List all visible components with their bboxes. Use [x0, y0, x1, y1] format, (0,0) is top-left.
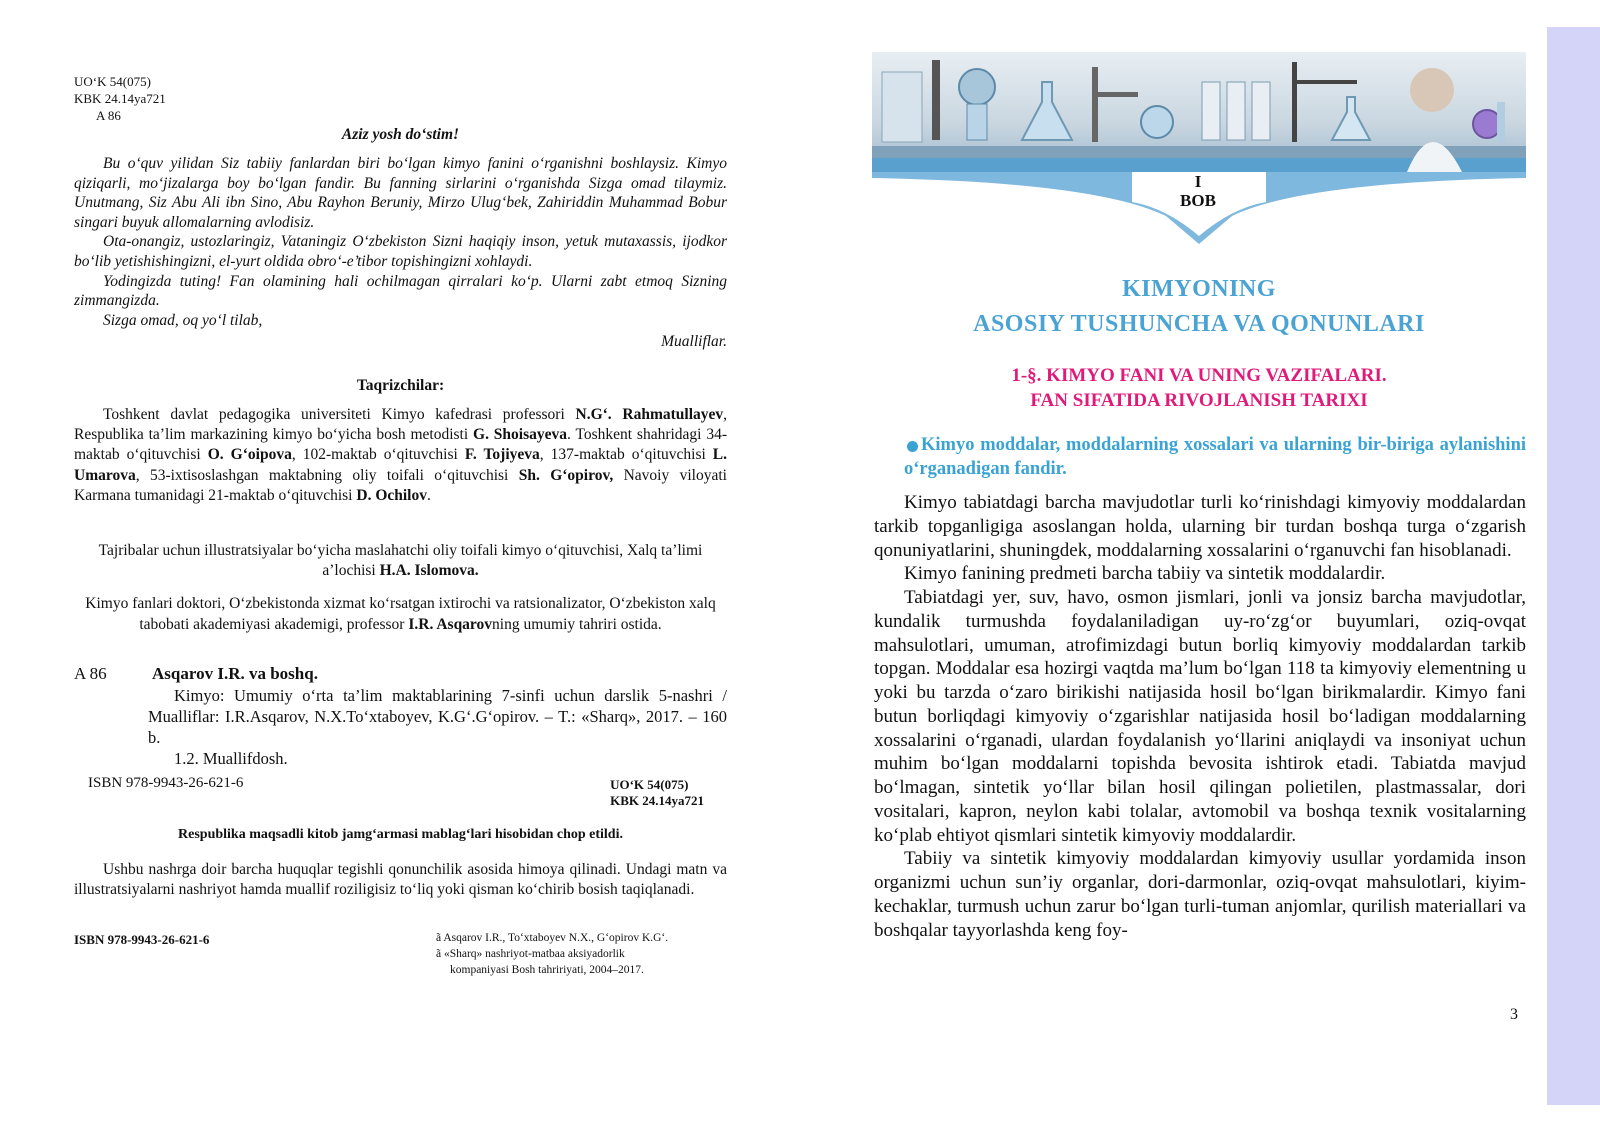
definition-content: Kimyo moddalar, moddalarning xossalari va ularning bir-biriga aylanishini o‘rganadigan fandir.: [904, 435, 1526, 479]
reviewer-text: , 137-maktab o‘qituvchisi: [539, 446, 713, 464]
page-edge-strip: [1547, 27, 1600, 1105]
body-paragraph: Kimyo fanining predmeti barcha tabiiy va sintetik moddalardir.: [904, 563, 1386, 585]
chapter-number: I: [1194, 172, 1202, 191]
greeting-signature: Mualliflar.: [661, 333, 727, 350]
bibliography-entry: [148, 685, 727, 769]
consultant-text: Tajribalar uchun illustratsiyalar bo‘yicha maslahatchi oliy toifali kimyo o‘qituvchisi, Xalq ta’limi a’lochisi: [98, 542, 703, 579]
editor-text: Kimyo fanlari doktori, O‘zbekistonda xizmat ko‘rsatgan ixtirochi va ratsionalizator, O‘zbekiston xalq tabobati akademiyasi akademigi, professor: [85, 595, 716, 633]
rights-notice: Ushbu nashrga doir barcha huquqlar tegishli qonunchilik asosida himoya qilinadi. Undagi matn va illustratsiyalarni nashriyot hamda muallif roziligisiz to‘liq yoki qisman ko‘chirib bosish taqiqlanadi.: [74, 861, 727, 898]
reviewer-text: . Toshkent shahridagi 34-maktab o‘qituvchisi: [74, 426, 727, 464]
copyright-notice: [436, 930, 668, 978]
chapter-title: [872, 272, 1526, 342]
bibliography-authors: Asqarov I.R. va boshq.: [152, 664, 318, 683]
body-text: [874, 491, 1526, 942]
bibliography-description: Kimyo: Umumiy o‘rta ta’lim maktablarining 7-sinfi uchun darslik 5-nashri / Mualliflar: I.R.Asqarov, N.X.To‘xtaboyev, K.G‘.G‘opirov. – T.: «Sharq», 2017. – 160 b.: [148, 686, 727, 747]
consultant-name: H.A. Islomova.: [379, 562, 479, 579]
greeting-text: [74, 154, 727, 330]
bibliography-code: A 86: [74, 664, 107, 683]
section-title-line: FAN SIFATIDA RIVOJLANISH TARIXI: [1030, 389, 1368, 411]
copyright-line: ã «Sharq» nashriyot-matbaa aksiyadorlik: [436, 948, 625, 960]
lab-equipment-illustration: [872, 52, 1526, 172]
greeting-paragraph: Bu o‘quv yilidan Siz tabiiy fanlardan biri bo‘lgan kimyo fanini o‘rganishni boshlaysiz. Kimyo qiziqarli, mo‘jizalarga boy bo‘lgan fandir. Bu fanning sirlarini o‘rganishda Sizga omad tilaymiz. Unutmang, Siz Abu Ali ibn Sino, Abu Rayhon Beruniy, Mirzo Ulug‘bek, Zahiriddin Muhammad Bobur singari buyuk allomalarning avlodisiz.: [74, 155, 727, 231]
copyright-line: ã Asqarov I.R., To‘xtaboyev N.X., G‘opirov K.G‘.: [436, 932, 669, 944]
reviewer-text: Toshkent davlat pedagogika universiteti Kimyo kafedrasi professori: [103, 406, 576, 423]
udk-code: UO‘K 54(075): [74, 74, 151, 89]
chapter-title-line: KIMYONING: [1122, 276, 1276, 302]
reviewer-text: , 53-ixtisoslashgan maktabning oliy toifali o‘qituvchisi: [135, 466, 519, 484]
copyright-line: kompaniyasi Bosh tahririyati, 2004–2017.: [450, 964, 644, 976]
body-paragraph: Kimyo tabiatdagi barcha mavjudotlar turli ko‘rinishdagi kimyoviy moddalardan tarkib topganligiga asoslangan holda, ularning bir turdan boshqa turga o‘zgarish qonuniyatlarini, shuningdek, moddalarning xossalarini o‘rganuvchi fan hisoblanadi.: [874, 492, 1526, 561]
editor-note: [74, 594, 727, 635]
udk-codes-right: [610, 777, 704, 809]
reviewers-text: [74, 405, 727, 506]
greeting-paragraph: Yodingizda tuting! Fan olamining hali ochilmagan qirralari ko‘p. Ularni zabt etmoq Sizning zimmangizda.: [74, 272, 727, 310]
greeting-title: Aziz yosh do‘stim!: [341, 126, 460, 143]
funding-note: Respublika maqsadli kitob jamg‘armasi mablag‘lari hisobidan chop etildi.: [178, 827, 623, 842]
definition-text: [904, 433, 1526, 481]
editor-text-after: ning umumiy tahriri ostida.: [492, 615, 662, 633]
reviewer-text: , Respublika ta’lim markazining kimyo bo‘yicha bosh metodisti: [74, 406, 727, 444]
greeting-paragraph: Sizga omad, oq yo‘l tilab,: [103, 311, 263, 329]
isbn-line: ISBN 978-9943-26-621-6: [88, 775, 244, 791]
page-number: 3: [1510, 1006, 1518, 1023]
section-title: [872, 364, 1526, 413]
reviewer-name: F. Tojiyeva: [464, 446, 540, 464]
kbk-code: KBK 24.14ya721: [74, 91, 166, 106]
chapter-label: [1163, 172, 1233, 210]
isbn-bold: ISBN 978-9943-26-621-6: [74, 932, 210, 947]
body-paragraph: Tabiatdagi yer, suv, havo, osmon jismlari, jonli va jonsiz barcha mavjudotlar, kundalik turmushda foydalaniladigan uy-ro‘zg‘or buyumlari, oziq-ovqat mahsulotlari, umuman, atrofimizdagi butun borliq kimyoviy moddalardan tarkib topgan. Moddalar esa hozirgi vaqtda ma’lum bo‘lgan 118 ta kimyoviy elementning u yoki bu tarzda o‘zaro birikishi natijasida hosil bo‘lgan birikmalardir. Kimyo fani butun borliqdagi kimyoviy o‘zgarishlar natijasida hosil bo‘ladigan moddalarning xossalarini o‘rganadi, ulardan foydalanish yo‘llarini aniqlaydi va insoniyat uchun muhim bo‘lgan moddalarni topishda bevosita ishtirok etadi. Tabiatda mavjud bo‘lmagan, sintetik yo‘llar bilan hosil qilingan polietilen, plastmassalar, dori vositalari, kapron, neylon kabi tolalar, avtomobil va boshqa texnik vositalarning ko‘plab ehtiyot qismlari sintetik kimyoviy moddalardir.: [874, 587, 1526, 846]
greeting-paragraph: Ota-onangiz, ustozlaringiz, Vataningiz O‘zbekiston Sizni haqiqiy inson, yetuk mutaxassis, ijodkor bo‘lib yetishishingizni, el-yurt oldida obro‘-e’tibor topishingizni xohlaydi.: [74, 233, 727, 270]
bibliography-subject: 1.2. Muallifdosh.: [174, 749, 288, 768]
body-paragraph: Tabiiy va sintetik kimyoviy moddalardan kimyoviy usullar yordamida inson organizmi uchun sun’iy organlar, dori-darmonlar, oziq-ovqat mahsulotlari, kiyim-kechaklar, turmush uchun zarur bo‘lgan turli-tuman anjomlar, qurilish materiallari va boshqalar tayyorlashda keng foy-: [874, 848, 1526, 941]
author-mark: A 86: [96, 108, 121, 123]
kbk-code: KBK 24.14ya721: [610, 793, 704, 808]
editor-name: I.R. Asqarov: [408, 615, 493, 633]
udk-code: UO‘K 54(075): [610, 777, 689, 792]
reviewer-name: G. Shoisayeva: [473, 426, 568, 444]
reviewer-name: D. Ochilov: [356, 486, 427, 504]
udk-codes: [74, 73, 166, 124]
reviewer-name: O. G‘oipova: [207, 446, 292, 464]
lab-banner-image: [872, 52, 1526, 172]
section-title-line: 1-§. KIMYO FANI VA UNING VAZIFALARI.: [1011, 365, 1387, 386]
consultant-note: [74, 541, 727, 581]
reviewer-name: L. Umarova: [74, 446, 728, 484]
reviewer-text: , 102-maktab o‘qituvchisi: [291, 446, 465, 464]
reviewers-title: Taqrizchilar:: [356, 377, 445, 394]
reviewer-name: N.G‘. Rahmatullayev: [575, 406, 724, 423]
chapter-word: BOB: [1180, 191, 1216, 210]
reviewer-name: Sh. G‘opirov,: [518, 466, 614, 484]
chapter-title-line: ASOSIY TUSHUNCHA VA QONUNLARI: [973, 311, 1425, 337]
reviewer-text: Navoiy viloyati Karmana tumanidagi 21-maktab o‘qituvchisi: [74, 466, 727, 504]
reviewer-text: .: [427, 486, 431, 504]
